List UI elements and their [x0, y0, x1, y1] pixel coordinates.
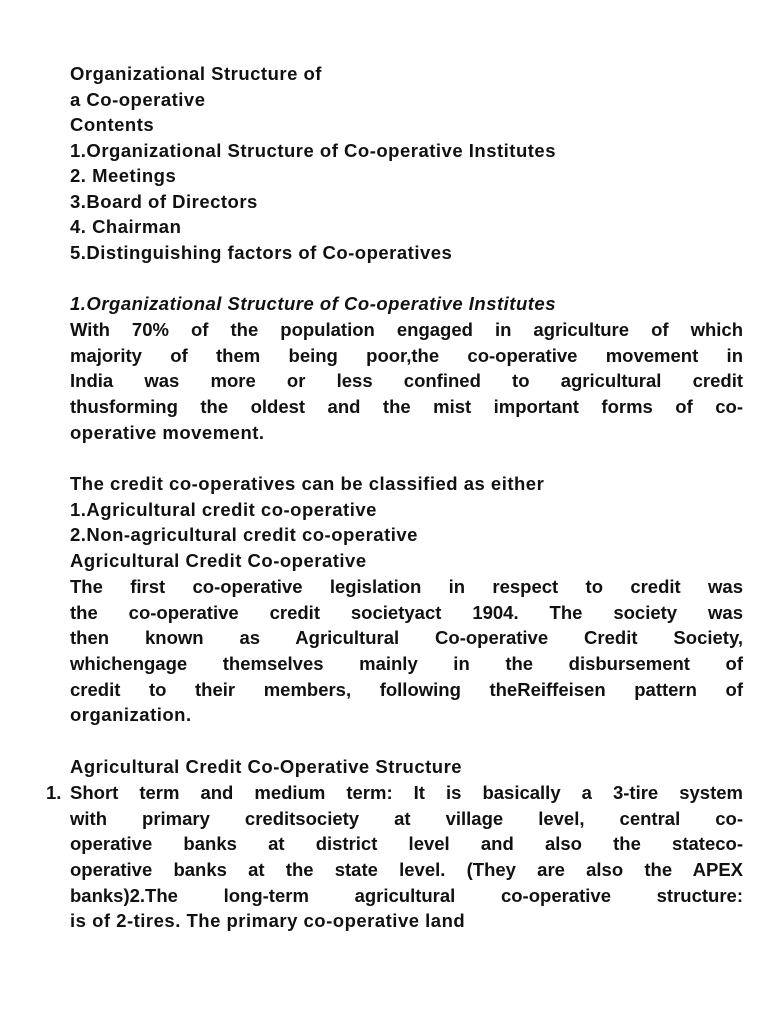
paragraph-line: operative movement.: [70, 422, 265, 443]
paragraph-line: With 70% of the population engaged in agriculture of which: [70, 319, 743, 340]
paragraph-line: credit to their members, following theReiffeisen pattern of: [70, 679, 743, 700]
paragraph-line: majority of them being poor,the co-operative movement in: [70, 345, 743, 366]
paragraph-line: The credit co-operatives can be classified as either: [70, 473, 545, 494]
paragraph-line: 1.Agricultural credit co-operative: [70, 499, 377, 520]
doc-title-line-1: Organizational Structure of: [70, 63, 322, 84]
list-item-line: with primary creditsociety at village level, central co-: [70, 808, 743, 829]
list-item-line: Short term and medium term: It is basically a 3-tire system: [70, 782, 743, 803]
paragraph-line: whichengage themselves mainly in the disbursement of: [70, 653, 743, 674]
list-item-line: banks)2.The long-term agricultural co-operative structure:: [70, 885, 743, 906]
paragraph-line: thusforming the oldest and the mist important forms of co-: [70, 396, 743, 417]
subsection-heading: Agricultural Credit Co-Operative Structure: [70, 756, 463, 777]
doc-title-line-2: a Co-operative: [70, 89, 206, 110]
paragraph-line: then known as Agricultural Co-operative Credit Society,: [70, 627, 743, 648]
section-heading: 1.Organizational Structure of Co-operative Institutes: [70, 293, 556, 314]
toc-item: 2. Meetings: [70, 165, 177, 186]
list-item-marker: 1.: [46, 782, 62, 803]
toc-item: 3.Board of Directors: [70, 191, 258, 212]
toc-item: 1.Organizational Structure of Co-operative Institutes: [70, 140, 556, 161]
list-item-line: operative banks at district level and also the stateco-: [70, 833, 743, 854]
paragraph-line: The first co-operative legislation in respect to credit was: [70, 576, 743, 597]
paragraph-line: organization.: [70, 704, 192, 725]
paragraph-line: 2.Non-agricultural credit co-operative: [70, 524, 418, 545]
paragraph-line: the co-operative credit societyact 1904. The society was: [70, 602, 743, 623]
subsection-heading: Agricultural Credit Co-operative: [70, 550, 367, 571]
contents-label: Contents: [70, 114, 155, 135]
list-item-line: operative banks at the state level. (They are also the APEX: [70, 859, 743, 880]
list-item-line: is of 2-tires. The primary co-operative land: [70, 910, 466, 931]
paragraph-line: India was more or less confined to agricultural credit: [70, 370, 743, 391]
toc-item: 4. Chairman: [70, 216, 182, 237]
toc-item: 5.Distinguishing factors of Co-operatives: [70, 242, 453, 263]
